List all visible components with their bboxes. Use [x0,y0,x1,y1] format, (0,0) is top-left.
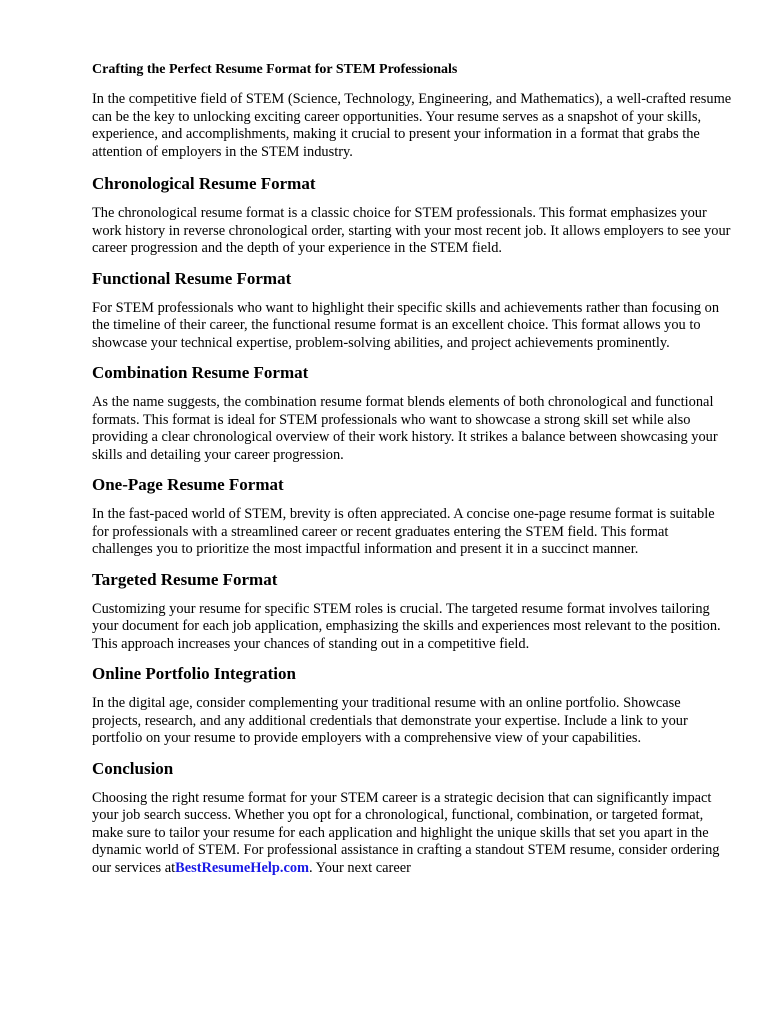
section-body: Customizing your resume for specific STEM roles is crucial. The targeted resume format involves tailoring your document for each job application, emphasizing the skills and experiences most relevant to the position. This approach increases your chances of standing out in a competitive field. [92,600,721,652]
section-conclusion [92,758,732,878]
section-body: In the fast-paced world of STEM, brevity is often appreciated. A concise one-page resume format is suitable for professionals with a streamlined career or recent graduates entering the STEM field. This format challenges you to prioritize the most impactful information and present it in a succinct manner. [92,506,715,557]
section-functional [92,268,732,353]
section-one-page [92,474,732,559]
conclusion-body [92,790,732,878]
conclusion-text: Choosing the right resume format for your STEM career is a strategic decision that can significantly impact your job search success. Whether you opt for a chronological, functional, combination, or targeted format, make sure to tailor your resume for each application and highlight the unique skills that set you apart in the dynamic world of STEM. For professional assistance in crafting a standout STEM resume, consider ordering our services at [92,789,720,876]
section-heading: Combination Resume Format [92,363,309,382]
section-heading: Targeted Resume Format [92,569,278,589]
section-body: For STEM professionals who want to highlight their specific skills and achievements rather than focusing on the timeline of their career, the functional resume format is an excellent choice. This format allows you to showcase your technical expertise, problem-solving abilities, and project achievements prominently. [92,299,720,351]
section-body: As the name suggests, the combination resume format blends elements of both chronological and functional formats. This format is ideal for STEM professionals who want to showcase a strong skill set while also providing a clear chronological overview of their work history. It strikes a balance between showcasing your skills and detailing your career progression. [92,394,718,463]
document-page [92,60,732,887]
section-online-portfolio [92,663,732,748]
section-heading: Chronological Resume Format [92,174,316,193]
section-combination [92,362,732,464]
section-body: The chronological resume format is a classic choice for STEM professionals. This format emphasizes your work history in reverse chronological order, starting with your most recent job. It allows employers to see your career progression and the depth of your experience in the STEM field. [92,205,731,256]
section-heading: One-Page Resume Format [92,475,284,494]
section-body: In the digital age, consider complementing your traditional resume with an online portfolio. Showcase projects, research, and any additional credentials that demonstrate your expertise. Include a link to your portfolio on your resume to provide employers with a comprehensive view of your capabilities. [92,695,688,746]
services-link[interactable]: BestResumeHelp.com [175,859,310,876]
document-title: Crafting the Perfect Resume Format for STEM Professionals [92,62,458,77]
section-chronological [92,173,732,258]
section-heading: Functional Resume Format [92,268,292,288]
intro-paragraph: In the competitive field of STEM (Science, Technology, Engineering, and Mathematics), a well-crafted resume can be the key to unlocking exciting career opportunities. Your resume serves as a snapshot of your skills, experience, and accomplishments, making it crucial to present your information in a format that grabs the attention of employers in the STEM industry. [92,91,732,160]
conclusion-heading: Conclusion [92,758,174,778]
conclusion-text-tail: . Your next career [309,859,411,876]
section-heading: Online Portfolio Integration [92,664,296,683]
section-targeted [92,569,732,654]
